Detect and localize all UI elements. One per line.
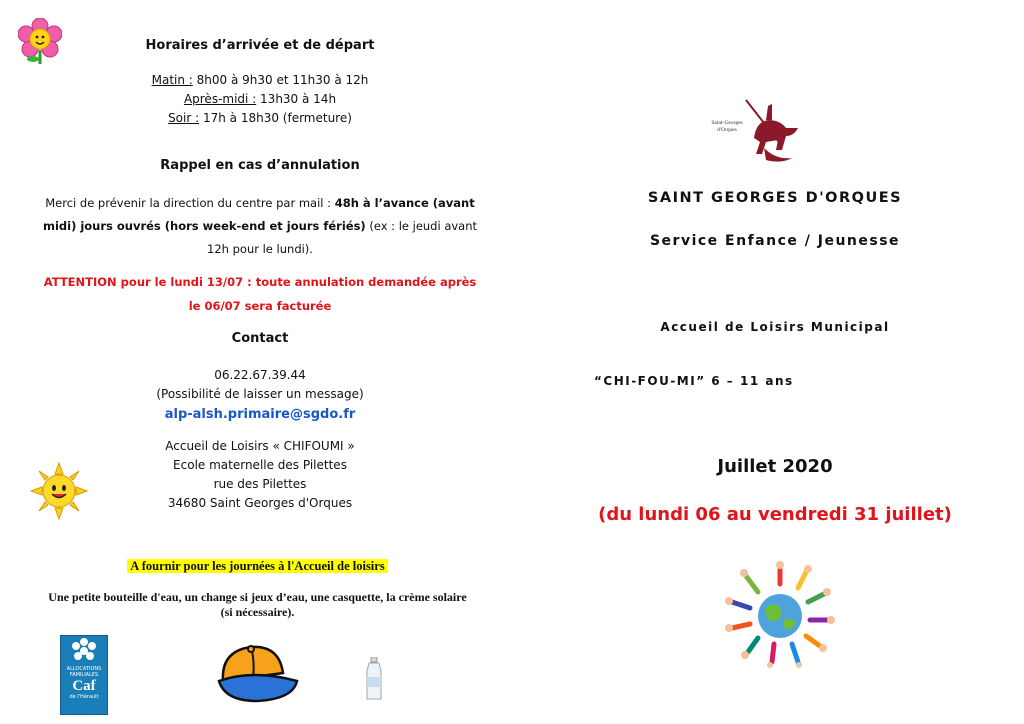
- caf-line3: Caf: [72, 678, 96, 694]
- children-globe-image: [724, 560, 836, 668]
- soir-value: 17h à 18h30 (fermeture): [199, 111, 352, 125]
- matin-value: 8h00 à 9h30 et 11h30 à 12h: [192, 73, 369, 87]
- caf-line1: ALLOCATIONS: [66, 666, 102, 672]
- rappel-line2a: midi) jours ouvrés (hors week-end et jours fériés): [42, 219, 366, 233]
- horaires-matin: [90, 71, 430, 90]
- fournir-line1: Une petite bouteille d'eau, un change si jeux d’eau, une casquette, la crème solaire: [48, 590, 467, 604]
- horaires-apres-midi: [90, 90, 430, 109]
- attention-line2: le 06/07 sera facturée: [188, 299, 332, 313]
- rappel-line1a: Merci de prévenir la direction du centre par mail :: [45, 196, 335, 210]
- fournir-title-wrap: [20, 559, 495, 574]
- address-line2: Ecole maternelle des Pilettes: [173, 458, 347, 472]
- soir-label: Soir :: [168, 111, 200, 125]
- town-title: SAINT GEORGES D'ORQUES: [647, 190, 903, 206]
- horaires-soir: [90, 109, 430, 128]
- contact-note: (Possibilité de laisser un message): [156, 387, 364, 401]
- cap-icon: [213, 641, 301, 705]
- rappel-line2b: (ex : le jeudi avant: [365, 219, 478, 233]
- sun-icon: [30, 462, 88, 520]
- saint-georges-logo: [706, 98, 806, 168]
- logo-text2: d'Orques: [717, 127, 737, 133]
- apres-midi-value: 13h30 à 14h: [256, 92, 337, 106]
- attention-line1: ATTENTION pour le lundi 13/07 : toute annulation demandée après: [43, 275, 477, 289]
- caf-line4: de l'Hérault: [69, 694, 99, 700]
- address-line1: Accueil de Loisirs « CHIFOUMI »: [165, 439, 355, 453]
- horaires-title: Horaires d’arrivée et de départ: [145, 38, 375, 53]
- caf-logo: [60, 635, 108, 715]
- fournir-text: [5, 590, 510, 620]
- fournir-line2: (si nécessaire).: [220, 605, 295, 619]
- rappel-line3: 12h pour le lundi).: [207, 242, 313, 256]
- contact-email[interactable]: alp-alsh.primaire@sgdo.fr: [164, 407, 356, 422]
- chifoumi-title: “CHI-FOU-MI” 6 – 11 ans: [594, 374, 794, 388]
- water-bottle-icon: [364, 657, 384, 701]
- horaires-block: [90, 71, 430, 128]
- rappel-line1b: 48h à l’avance (avant: [334, 196, 475, 210]
- address-line3: rue des Pilettes: [213, 477, 307, 491]
- contact-title: Contact: [231, 331, 289, 346]
- logo-text1: Saint-Georges: [711, 120, 743, 126]
- attention-block: [20, 270, 500, 318]
- fournir-title: A fournir pour les journées à l'Accueil de loisirs: [127, 559, 387, 573]
- caf-line2: FAMILIALES: [69, 672, 99, 678]
- service-title: Service Enfance / Jeunesse: [649, 233, 901, 249]
- flower-icon: [18, 18, 62, 64]
- contact-phone: 06.22.67.39.44: [214, 368, 306, 382]
- address-line4: 34680 Saint Georges d'Orques: [167, 496, 353, 510]
- rappel-title: Rappel en cas d’annulation: [160, 158, 360, 173]
- address-block: [90, 437, 430, 513]
- apres-midi-label: Après-midi :: [183, 92, 257, 106]
- dates-title: (du lundi 06 au vendredi 31 juillet): [598, 504, 952, 525]
- accueil-title: Accueil de Loisirs Municipal: [660, 320, 890, 334]
- matin-label: Matin :: [151, 73, 193, 87]
- month-title: Juillet 2020: [717, 456, 833, 477]
- contact-block: [90, 366, 430, 424]
- rappel-block: [20, 192, 500, 261]
